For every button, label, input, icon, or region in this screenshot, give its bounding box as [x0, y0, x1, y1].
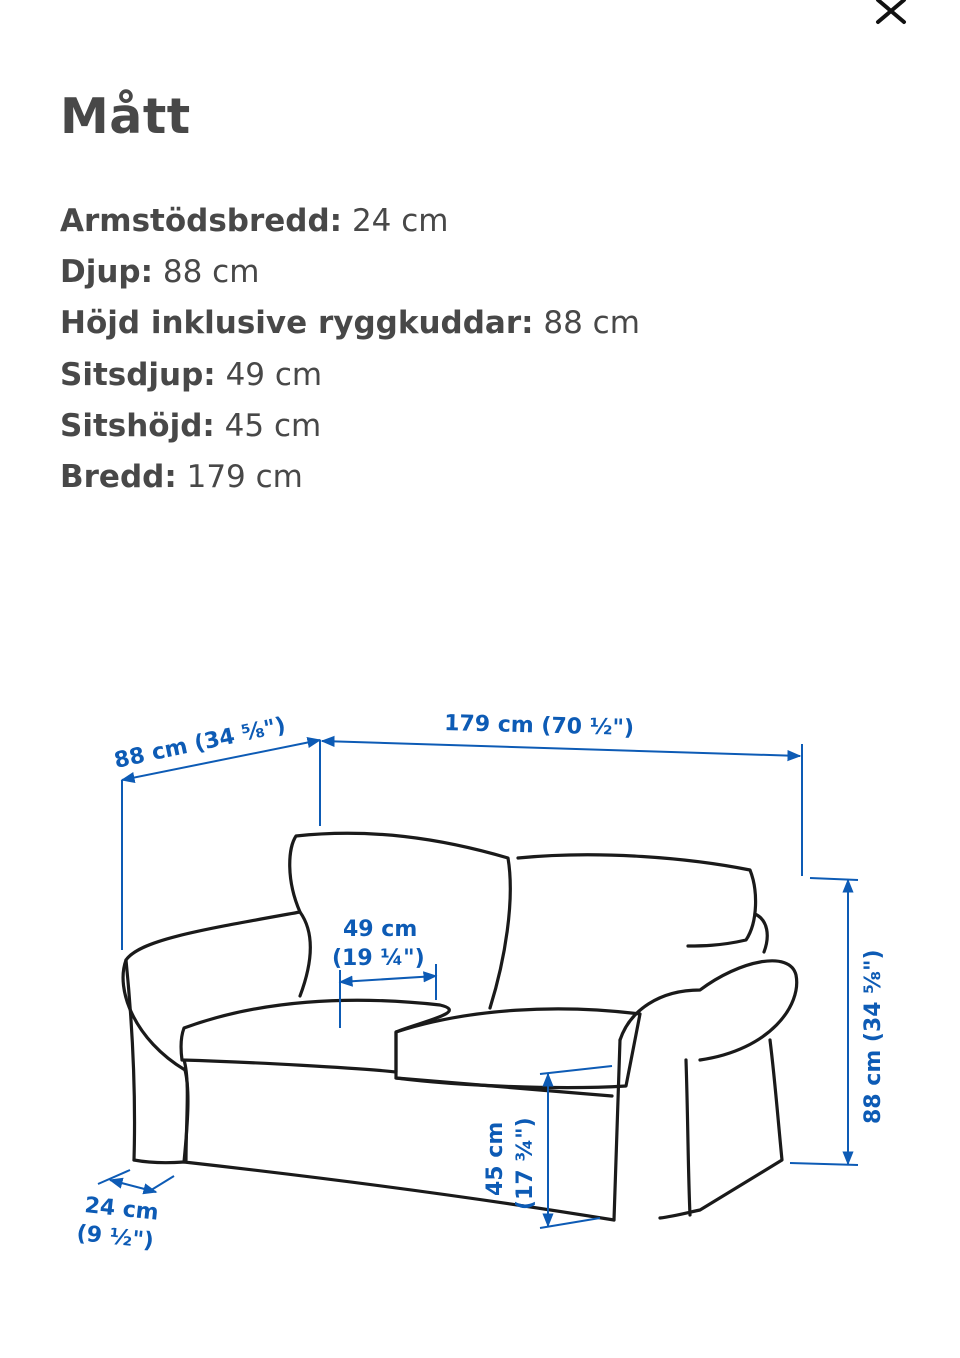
dimension-row-arm-width	[60, 196, 640, 247]
dimension-value: 24 cm	[351, 203, 449, 239]
width-label: 179 cm (70 ½")	[443, 711, 635, 741]
dimension-row-seat-height	[60, 401, 640, 452]
dimension-label: Armstödsbredd:	[60, 203, 343, 239]
dimension-value: 88 cm	[543, 305, 640, 342]
seat-depth-cm-label: 49 cm	[343, 917, 418, 942]
dimension-row-seat-depth	[60, 350, 640, 401]
close-icon	[870, 0, 914, 30]
dimension-value: 45 cm	[224, 407, 322, 444]
arm-width-in-label: (9 ½")	[75, 1221, 155, 1255]
dimension-label: Sitsdjup:	[60, 356, 216, 393]
dimension-label: Höjd inklusive ryggkuddar:	[60, 305, 534, 342]
arm-width-cm-label: 24 cm	[83, 1193, 160, 1226]
depth-label: 88 cm (34 ⅝")	[112, 713, 288, 774]
dimension-row-height	[60, 298, 640, 349]
dimension-value: 88 cm	[162, 254, 260, 291]
sofa-dimension-diagram	[0, 640, 960, 1358]
sofa-illustration	[123, 833, 797, 1220]
seat-depth-in-label: (19 ¼")	[332, 946, 425, 971]
dimension-label: Sitshöjd:	[60, 407, 215, 444]
dimension-label: Djup:	[60, 254, 154, 291]
dimension-guides	[98, 740, 858, 1228]
height-label: 88 cm (34 ⅝")	[861, 949, 886, 1124]
dimension-row-width	[60, 452, 640, 503]
seat-height-cm-label: 45 cm	[483, 1121, 508, 1196]
close-button[interactable]	[870, 0, 914, 30]
seat-height-in-label: (17 ¾")	[513, 1117, 538, 1210]
dimension-value: 179 cm	[186, 459, 303, 496]
dimension-label: Bredd:	[60, 459, 177, 496]
page-title: Mått	[60, 88, 191, 145]
dimension-value: 49 cm	[225, 356, 323, 393]
dimensions-list	[60, 196, 640, 503]
dimension-row-depth	[60, 247, 640, 298]
